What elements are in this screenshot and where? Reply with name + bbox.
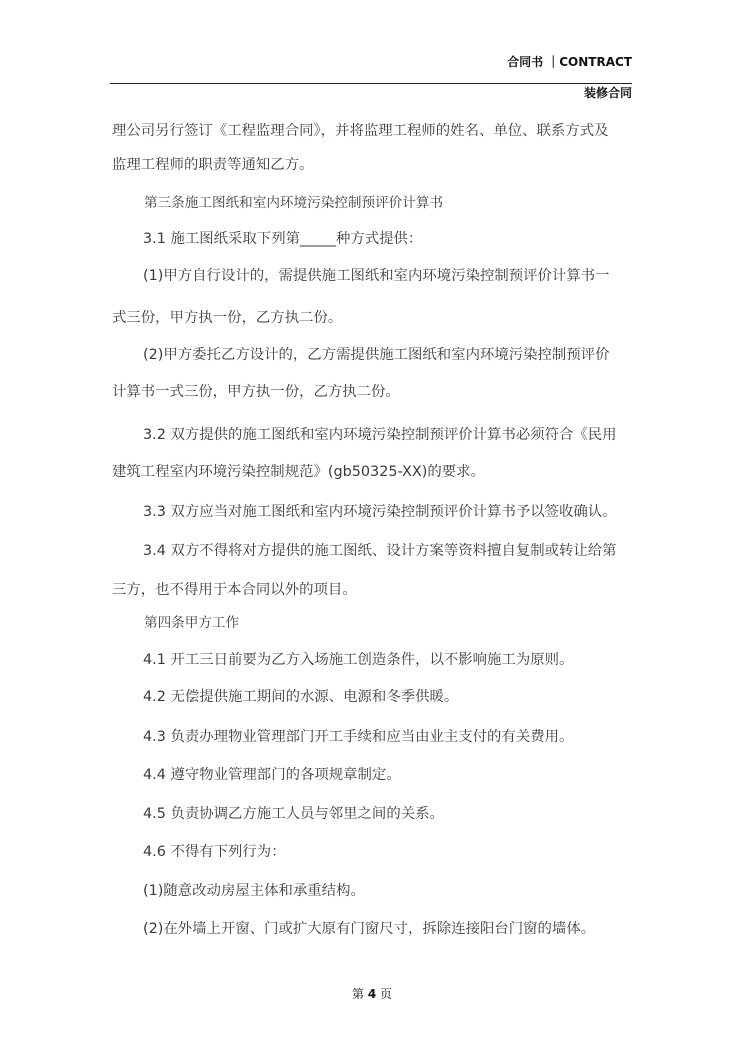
header-title: 合同书 ｜CONTRACT xyxy=(507,55,632,69)
clause-line: (1)随意改动房屋主体和承重结构。 xyxy=(143,883,365,899)
body-line: 三方，也不得用于本合同以外的项目。 xyxy=(112,582,357,598)
page-footer xyxy=(0,985,744,1002)
clause-line: 3.4 双方不得将对方提供的施工图纸、设计方案等资料擅自复制或转让给第 xyxy=(143,543,617,559)
clause-line: 4.5 负责协调乙方施工人员与邻里之间的关系。 xyxy=(143,806,444,822)
clause-line: 4.6 不得有下列行为： xyxy=(143,844,286,860)
section-heading: 第三条施工图纸和室内环境污染控制预评价计算书 xyxy=(144,195,444,211)
clause-line: 3.1 施工图纸采取下列第_____种方式提供： xyxy=(143,231,423,247)
body-line: 理公司另行签订《工程监理合同》，并将监理工程师的姓名、单位、联系方式及 xyxy=(112,123,609,139)
body-line: 建筑工程室内环境污染控制规范》(gb50325-XX)的要求。 xyxy=(112,464,485,480)
page-number: 4 xyxy=(367,987,377,1001)
clause-line: 4.4 遵守物业管理部门的各项规章制定。 xyxy=(143,767,401,783)
header-subtitle: 装修合同 xyxy=(583,86,632,100)
clause-line: 3.3 双方应当对施工图纸和室内环境污染控制预评价计算书予以签收确认。 xyxy=(143,504,617,520)
clause-line: 4.2 无偿提供施工期间的水源、电源和冬季供暖。 xyxy=(143,689,459,705)
clause-line: 4.1 开工三日前要为乙方入场施工创造条件，以不影响施工为原则。 xyxy=(143,652,574,668)
body-line: 计算书一式三份，甲方执一份，乙方执二份。 xyxy=(112,384,400,400)
body-line: 式三份，甲方执一份，乙方执二份。 xyxy=(112,310,343,326)
clause-line: 3.2 双方提供的施工图纸和室内环境污染控制预评价计算书必须符合《民用 xyxy=(143,427,617,443)
clause-line: (1)甲方自行设计的，需提供施工图纸和室内环境污染控制预评价计算书一 xyxy=(143,268,610,284)
footer-suffix: 页 xyxy=(380,987,393,1001)
section-heading: 第四条甲方工作 xyxy=(144,615,240,631)
clause-line: 4.3 负责办理物业管理部门开工手续和应当由业主支付的有关费用。 xyxy=(143,729,574,745)
clause-line: (2)在外墙上开窗、门或扩大原有门窗尺寸，拆除连接阳台门窗的墙体。 xyxy=(143,921,596,937)
clause-line: (2)甲方委托乙方设计的，乙方需提供施工图纸和室内环境污染控制预评价 xyxy=(143,347,610,363)
footer-prefix: 第 xyxy=(351,987,364,1001)
body-line: 监理工程师的职责等通知乙方。 xyxy=(112,157,314,173)
